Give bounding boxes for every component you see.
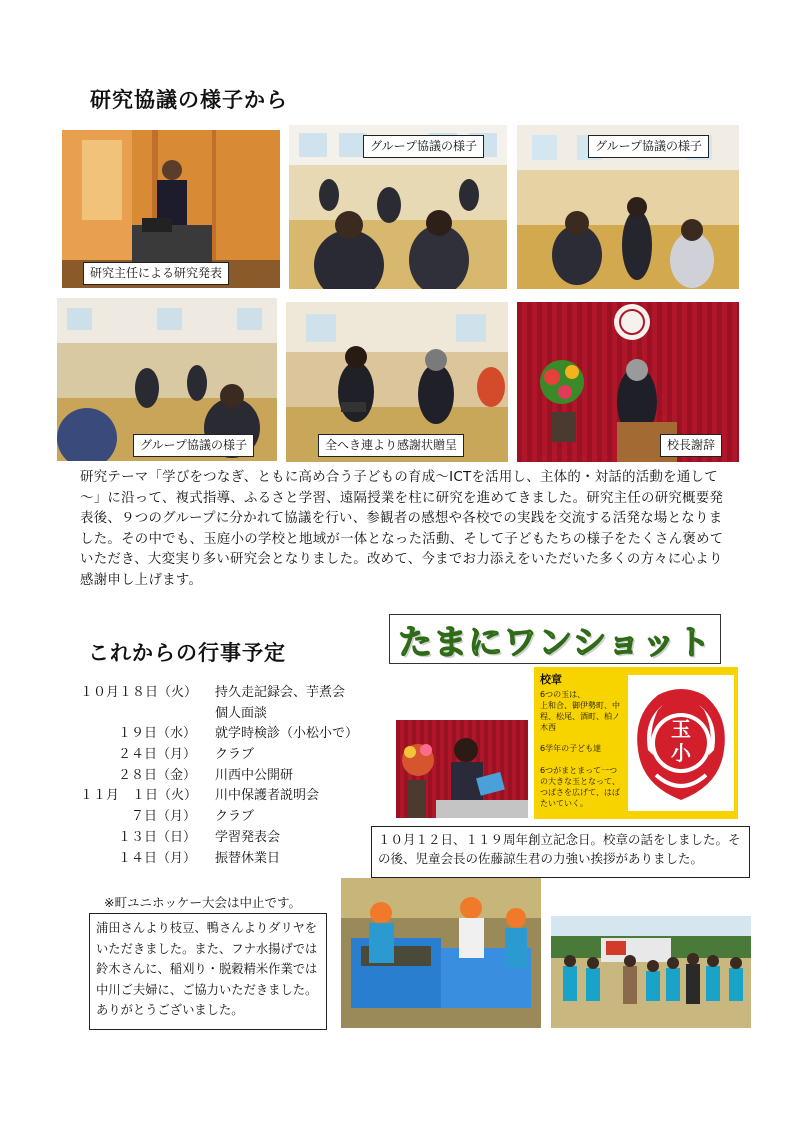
schedule-date: １３日（日） xyxy=(118,829,197,845)
schedule-date: １４日（月） xyxy=(118,850,197,866)
schedule-event: クラブ xyxy=(215,747,255,763)
emblem-panel-line3: 6学年の子ども達 xyxy=(540,744,602,753)
schedule-date: ２４日（月） xyxy=(118,747,197,763)
schedule-row xyxy=(80,724,380,745)
schedule-note: ※町ユニホッケー大会は中止です。 xyxy=(104,895,301,910)
school-emblem xyxy=(628,675,734,811)
section-title-schedule: これからの行事予定 xyxy=(88,641,286,665)
schedule-date: １９日（水） xyxy=(118,726,197,742)
emblem-panel-line1: 6つの玉は、 xyxy=(540,690,586,699)
schedule-row xyxy=(80,786,380,807)
schedule-list xyxy=(80,683,380,869)
caption-award: 全へき連より感謝状贈呈 xyxy=(318,434,464,457)
schedule-row xyxy=(80,828,380,849)
schedule-row xyxy=(80,849,380,870)
caption-principal: 校長謝辞 xyxy=(660,434,722,457)
emblem-panel-line2: 上和合、御伊勢町、中程、松尾、酒町、柏ノ木西 xyxy=(540,701,620,732)
schedule-event: クラブ xyxy=(215,809,255,825)
research-summary-text: 研究テーマ「学びをつなぎ、ともに高め合う子どもの育成～ICTを活用し、主体的・対話的活動を通して～」に沿って、複式指導、ふるさと学習、遠隔授業を柱に研究を進めてきました。研究主任の研究概要発表後、９つのグループに分かれて協議を行い、参観者の感想や各校での実践を交流する活発な場となりました。その中でも、玉庭小の学校と地域が一体となった活動、そして子どもたちの様子をたくさん褒めていただき、大変実り多い研究会となりました。改めて、今までお力添えをいただいた多くの方々に心より感謝申し上げます。 xyxy=(80,470,724,588)
emblem-char-1: 玉 xyxy=(671,717,691,741)
schedule-date: ２８日（金） xyxy=(118,767,197,783)
schedule-row xyxy=(80,745,380,766)
emblem-panel-line4: 6つがまとまって一つの大きな玉となって、つばさを広げて、はばたいていく。 xyxy=(540,766,620,808)
oneshot-title-banner xyxy=(389,614,721,664)
schedule-date: ７日（月） xyxy=(131,809,197,825)
schedule-row xyxy=(80,704,380,725)
schedule-event: 個人面談 xyxy=(215,705,268,721)
emblem-char-2: 小 xyxy=(671,741,691,765)
schedule-event: 就学時検診（小松小で） xyxy=(215,726,359,742)
oneshot-caption: １０月１２日、１１９周年創立記念日。校章の話をしました。その後、児童会長の佐藤諒生君の力強い挨拶がありました。 xyxy=(371,826,750,878)
schedule-row xyxy=(80,683,380,704)
schedule-row xyxy=(80,766,380,787)
schedule-event: 川中保護者説明会 xyxy=(215,788,320,804)
schedule-event: 振替休業日 xyxy=(215,850,281,866)
photo-rice-harvest xyxy=(551,916,751,1028)
schedule-row xyxy=(80,807,380,828)
caption-presentation: 研究主任による研究発表 xyxy=(83,262,229,285)
schedule-date: １１月 １日（火） xyxy=(80,788,198,804)
emblem-panel-heading: 校章 xyxy=(540,673,562,686)
thanks-box: 浦田さんより枝豆、鴨さんよりダリヤをいただきました。また、フナ水揚げでは鈴木さんに、稲刈り・脱穀精米作業では中川ご夫婦に、ご協力いただきました。ありがとうございました。 xyxy=(89,913,327,1030)
schedule-date: １０月１８日（火） xyxy=(80,685,198,700)
oneshot-title: たまにワンショット xyxy=(398,622,712,663)
emblem-panel xyxy=(534,667,738,819)
section-title-research: 研究協議の様子から xyxy=(90,88,288,112)
caption-group-2: グループ協議の様子 xyxy=(588,135,709,158)
photo-fish-harvest xyxy=(341,878,541,1028)
caption-group-3: グループ協議の様子 xyxy=(133,434,254,457)
caption-group-1: グループ協議の様子 xyxy=(363,135,484,158)
photo-student-speech xyxy=(396,720,528,818)
schedule-event: 学習発表会 xyxy=(215,829,281,845)
schedule-event: 川西中公開研 xyxy=(215,767,294,783)
schedule-event: 持久走記録会、芋煮会 xyxy=(215,685,346,700)
